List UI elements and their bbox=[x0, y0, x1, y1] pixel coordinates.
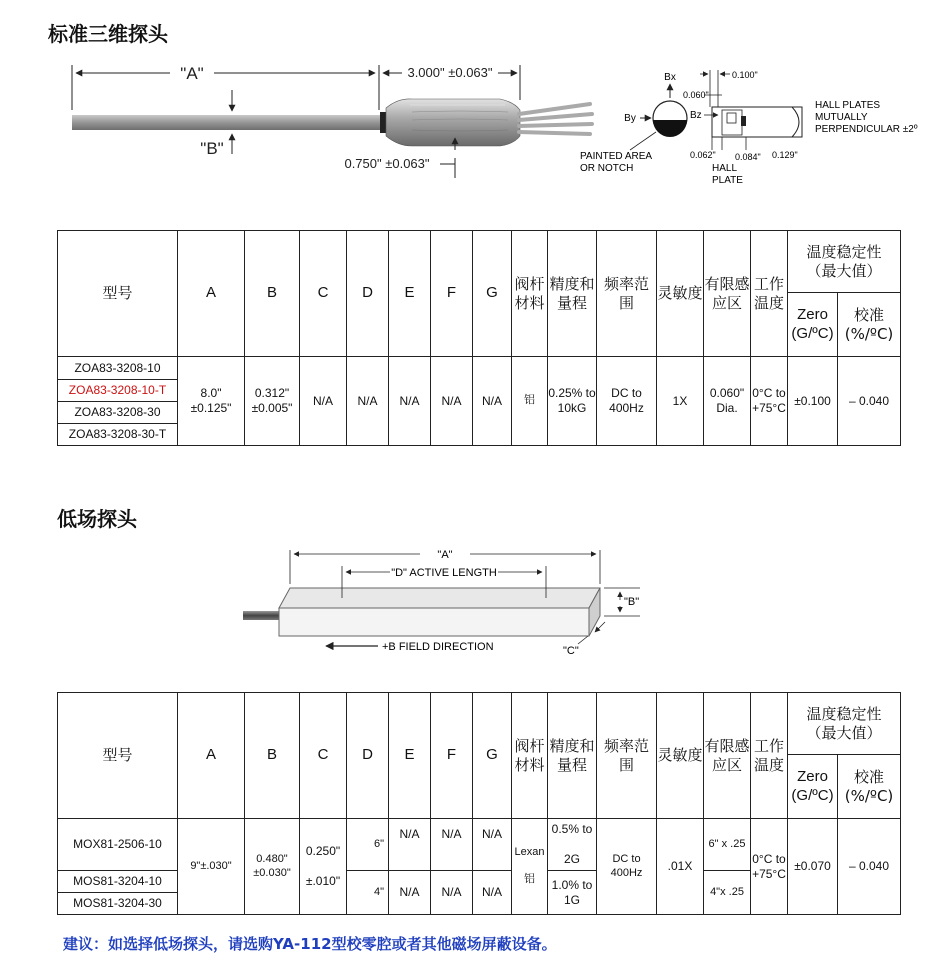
cell-f-row1: N/A bbox=[431, 819, 473, 871]
cell-b: 0.312" ±0.005" bbox=[245, 357, 300, 446]
hall-plate-label-2: PLATE bbox=[712, 175, 743, 186]
probe-body bbox=[386, 99, 520, 146]
dim-length-label: 3.000" ±0.063" bbox=[407, 65, 493, 80]
header-f: F bbox=[431, 231, 473, 357]
cell-f-row2: N/A bbox=[431, 871, 473, 915]
cell-sensitivity: .01X bbox=[657, 819, 704, 915]
painted-area-label: PAINTED AREA bbox=[580, 151, 653, 162]
header-a: A bbox=[178, 693, 245, 819]
header-f: F bbox=[431, 693, 473, 819]
header-frequency: 频率范围 bbox=[597, 231, 657, 357]
header-active-area: 有限感 应区 bbox=[704, 693, 751, 819]
cell-frequency: DC to 400Hz bbox=[597, 357, 657, 446]
dim-0129-label: 0.129" bbox=[772, 150, 798, 160]
header-model: 型号 bbox=[58, 231, 178, 357]
cell-e-row2: N/A bbox=[389, 871, 431, 915]
header-d: D bbox=[347, 231, 389, 357]
header-g: G bbox=[473, 231, 512, 357]
cell-d: N/A bbox=[347, 357, 389, 446]
cell-g: N/A bbox=[473, 357, 512, 446]
header-stability: 温度稳定性 （最大值） bbox=[788, 693, 901, 755]
header-temperature: 工作 温度 bbox=[751, 231, 788, 357]
recommendation-note: 建议：如选择低场探头，请选购YA-112型校零腔或者其他磁场屏蔽设备。 bbox=[63, 935, 557, 953]
probe-wires bbox=[519, 104, 592, 134]
dim-0062-label: 0.062" bbox=[690, 150, 716, 160]
cell-stem: 铝 bbox=[512, 357, 548, 446]
header-sensitivity: 灵敏度 bbox=[657, 231, 704, 357]
header-stem: 阀杆 材料 bbox=[512, 693, 548, 819]
field-direction-label: +B FIELD DIRECTION bbox=[382, 641, 494, 653]
bx-label: Bx bbox=[664, 72, 676, 83]
cell-zero: ±0.100 bbox=[788, 357, 838, 446]
standard-probe-table bbox=[57, 230, 901, 446]
cell-accuracy-row1: 0.5% to 2G bbox=[548, 819, 597, 871]
header-active-area: 有限感 应区 bbox=[704, 231, 751, 357]
header-a: A bbox=[178, 231, 245, 357]
cell-calibration: – 0.040 bbox=[838, 819, 901, 915]
dim-diameter-label: 0.750" ±0.063" bbox=[344, 156, 430, 171]
lowfield-probe-body bbox=[279, 588, 600, 608]
header-e: E bbox=[389, 231, 431, 357]
cell-a: 8.0" ±0.125" bbox=[178, 357, 245, 446]
lowfield-probe-table bbox=[57, 692, 901, 915]
cell-active-area-row1: 6" x .25 bbox=[704, 819, 751, 871]
lowfield-probe-diagram bbox=[0, 540, 950, 660]
header-b: B bbox=[245, 231, 300, 357]
dim-0060-label: 0.060" bbox=[683, 90, 709, 100]
model-cell: ZOA83-3208-30 bbox=[58, 402, 178, 424]
header-c: C bbox=[300, 231, 347, 357]
cell-f: N/A bbox=[431, 357, 473, 446]
by-label: By bbox=[624, 113, 636, 124]
hall-perp-label-2: MUTUALLY bbox=[815, 112, 868, 123]
painted-area-label-2: OR NOTCH bbox=[580, 163, 634, 174]
cell-g-row2: N/A bbox=[473, 871, 512, 915]
header-accuracy: 精度和 量程 bbox=[548, 693, 597, 819]
header-zero: Zero (G/ºC) bbox=[788, 293, 838, 357]
cell-b: 0.480" ±0.030" bbox=[245, 819, 300, 915]
cell-active-area: 0.060" Dia. bbox=[704, 357, 751, 446]
cell-temperature: 0°C to +75°C bbox=[751, 357, 788, 446]
hall-perp-label: HALL PLATES bbox=[815, 100, 881, 111]
dim-b-label: "B" bbox=[200, 139, 224, 158]
header-e: E bbox=[389, 693, 431, 819]
cell-c: 0.250" ±.010" bbox=[300, 819, 347, 915]
section-title-standard: 标准三维探头 bbox=[48, 22, 168, 46]
lowfield-dim-c-label: "C" bbox=[563, 645, 579, 657]
active-length-label: "D" ACTIVE LENGTH bbox=[391, 567, 497, 579]
cell-a: 9"±.030" bbox=[178, 819, 245, 915]
header-sensitivity: 灵敏度 bbox=[657, 693, 704, 819]
header-stability: 温度稳定性 （最大值） bbox=[788, 231, 901, 293]
hall-plate-label: HALL bbox=[712, 163, 738, 174]
header-calibration: 校准 (%/ºC) bbox=[838, 293, 901, 357]
cell-frequency: DC to 400Hz bbox=[597, 819, 657, 915]
standard-probe-diagram bbox=[0, 50, 950, 200]
cell-zero: ±0.070 bbox=[788, 819, 838, 915]
header-accuracy: 精度和 量程 bbox=[548, 231, 597, 357]
header-temperature: 工作 温度 bbox=[751, 693, 788, 819]
cell-e-row1: N/A bbox=[389, 819, 431, 871]
cell-sensitivity: 1X bbox=[657, 357, 704, 446]
header-b: B bbox=[245, 693, 300, 819]
lowfield-dim-b-label: "B" bbox=[624, 596, 640, 608]
cell-temperature: 0°C to +75°C bbox=[751, 819, 788, 915]
cell-active-area-row2: 4"x .25 bbox=[704, 871, 751, 915]
hall-perp-label-3: PERPENDICULAR ±2º bbox=[815, 124, 918, 135]
lowfield-dim-a-label: "A" bbox=[437, 549, 453, 561]
model-cell-highlighted: ZOA83-3208-10-T bbox=[58, 380, 178, 402]
cell-c: N/A bbox=[300, 357, 347, 446]
model-cell: ZOA83-3208-10 bbox=[58, 357, 178, 380]
model-cell: MOS81-3204-10 bbox=[58, 871, 178, 893]
dim-0084-label: 0.084" bbox=[735, 152, 761, 162]
dim-a-label: "A" bbox=[180, 64, 204, 83]
header-model: 型号 bbox=[58, 693, 178, 819]
dim-0100-label: 0.100" bbox=[732, 70, 758, 80]
header-d: D bbox=[347, 693, 389, 819]
model-cell: MOS81-3204-30 bbox=[58, 893, 178, 915]
cell-accuracy: 0.25% to 10kG bbox=[548, 357, 597, 446]
section-title-lowfield: 低场探头 bbox=[57, 507, 137, 531]
cell-stem: Lexan 铝 bbox=[512, 819, 548, 915]
probe-rod bbox=[72, 115, 384, 130]
cell-accuracy-row2: 1.0% to 1G bbox=[548, 871, 597, 915]
header-frequency: 频率范围 bbox=[597, 693, 657, 819]
cell-calibration: – 0.040 bbox=[838, 357, 901, 446]
header-zero: Zero (G/ºC) bbox=[788, 755, 838, 819]
cell-g-row1: N/A bbox=[473, 819, 512, 871]
header-stem: 阀杆 材料 bbox=[512, 231, 548, 357]
header-g: G bbox=[473, 693, 512, 819]
lowfield-cable bbox=[243, 611, 281, 620]
cell-d-row1: 6" bbox=[347, 819, 389, 871]
model-cell: MOX81-2506-10 bbox=[58, 819, 178, 871]
cell-d-row2: 4" bbox=[347, 871, 389, 915]
model-cell: ZOA83-3208-30-T bbox=[58, 424, 178, 446]
bz-label: Bz bbox=[690, 110, 702, 121]
cell-e: N/A bbox=[389, 357, 431, 446]
header-c: C bbox=[300, 693, 347, 819]
header-calibration: 校准 (%/ºC) bbox=[838, 755, 901, 819]
